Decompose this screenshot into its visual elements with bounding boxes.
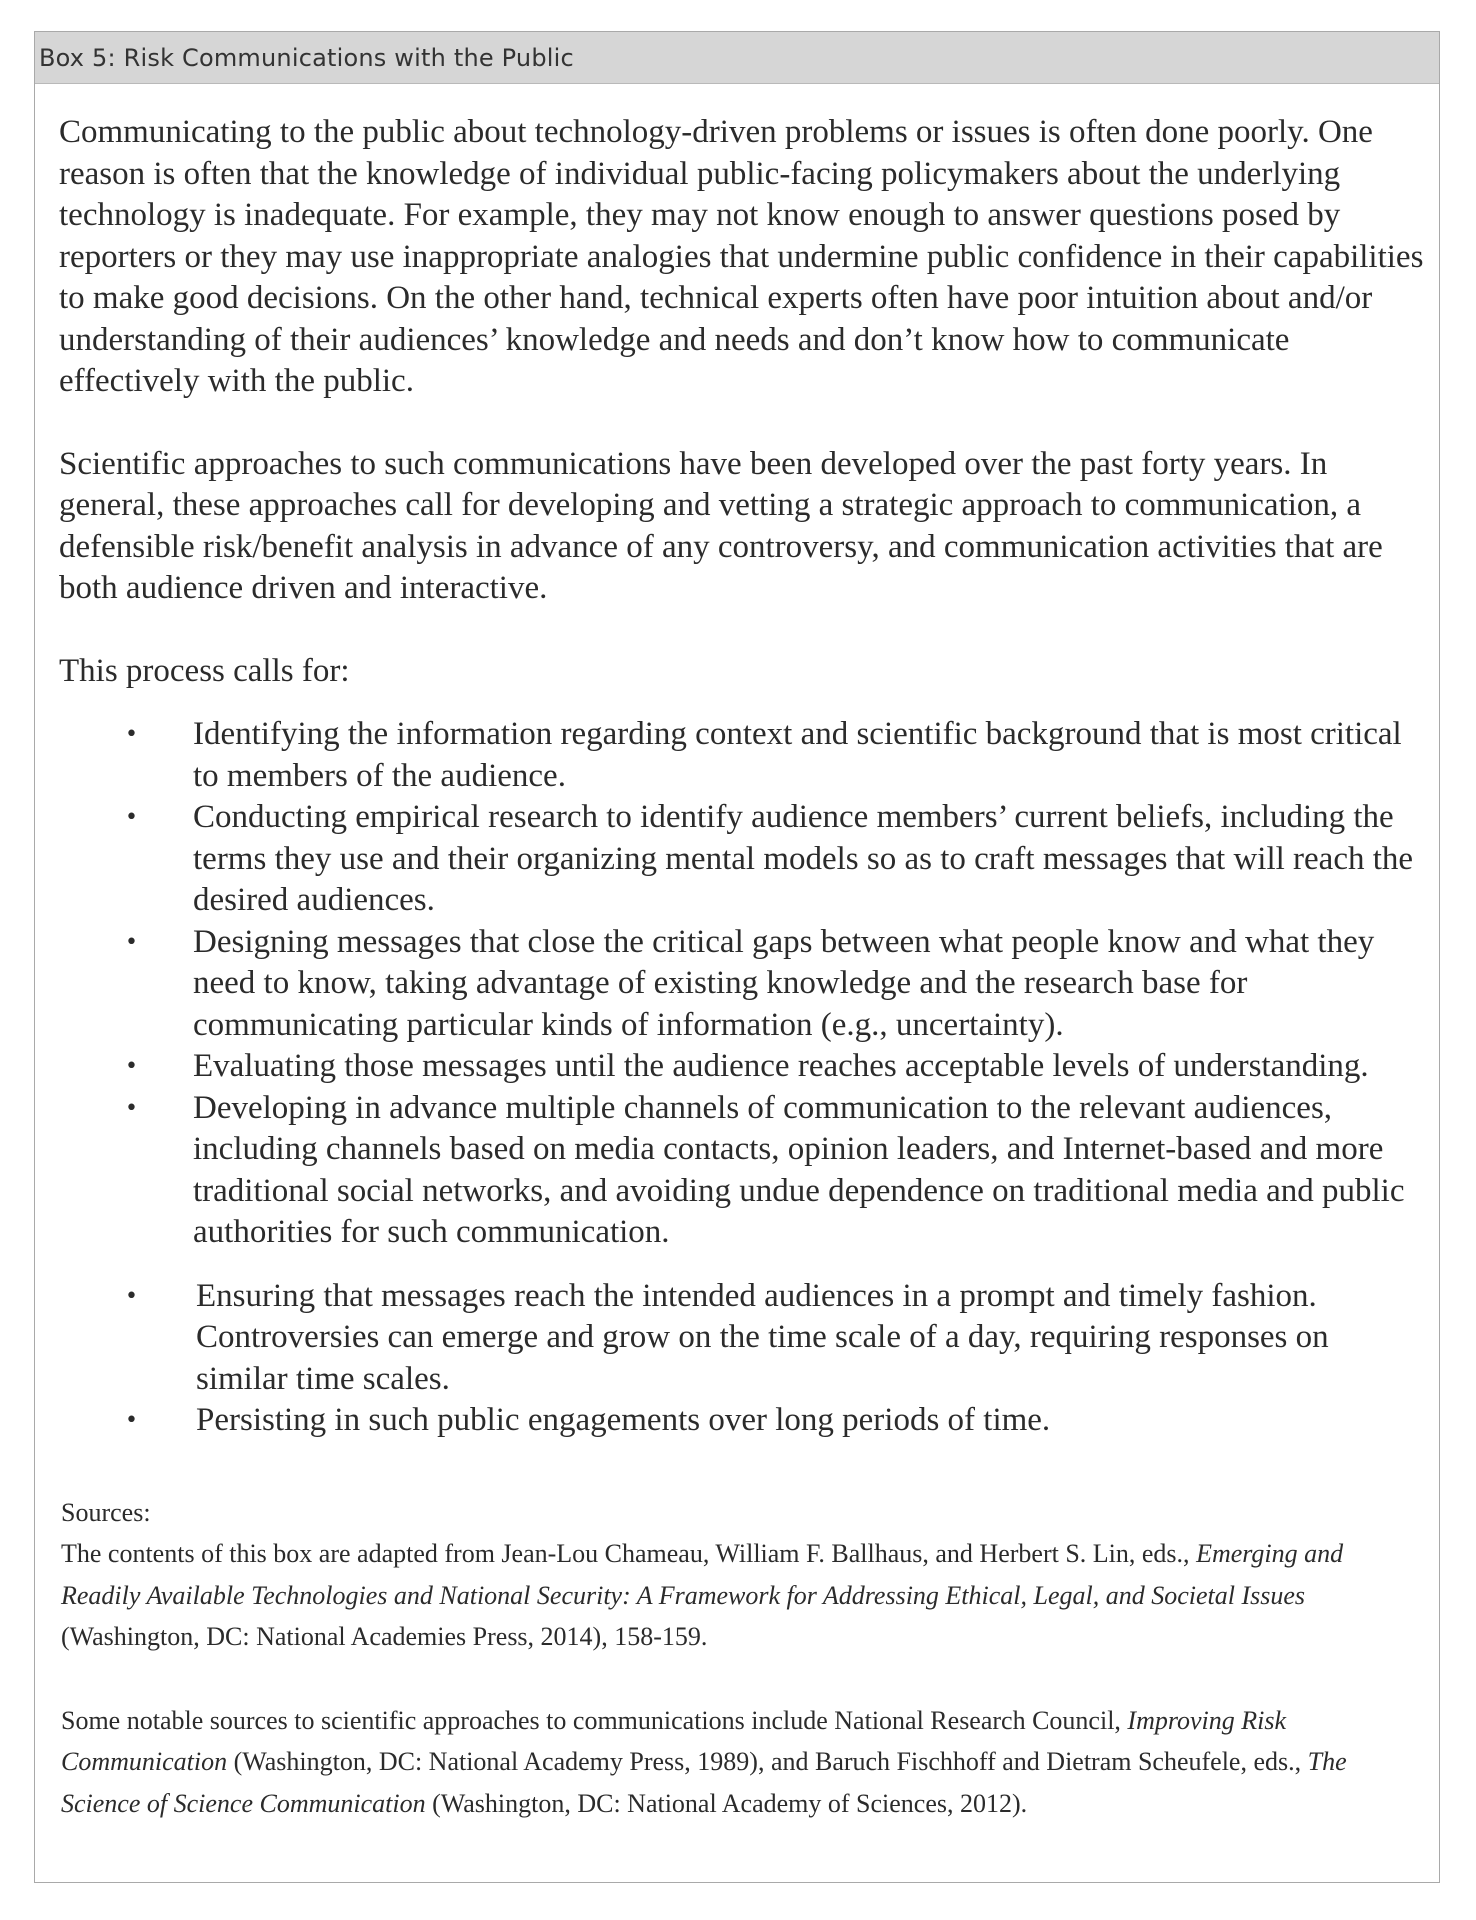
- source1-intro: The contents of this box are adapted from Jean-Lou Chameau, William F. Ballhaus, and Herbert S. Lin, eds.,: [61, 1539, 1197, 1568]
- sources-section: [59, 1492, 1424, 1825]
- bullet-icon: •: [125, 929, 138, 955]
- source2-rest: (Washington, DC: National Academy of Sciences, 2012).: [425, 1788, 1028, 1818]
- source-citation-1: [61, 1533, 1424, 1658]
- list-item: [59, 1276, 1424, 1401]
- list-item: [59, 1046, 1424, 1088]
- list-item: [59, 797, 1424, 922]
- source2-mid: (Washington, DC: National Academy Press, 1989), and Baruch Fischhoff and Dietram Scheufele, eds.,: [227, 1747, 1308, 1776]
- list-item: [59, 1088, 1424, 1254]
- box-title: Box 5: Risk Communications with the Public: [35, 32, 1439, 84]
- list-item-text: Evaluating those messages until the audience reaches acceptable levels of understanding.: [193, 1048, 1369, 1084]
- bullet-icon: •: [125, 1054, 138, 1079]
- process-bullet-list: [59, 714, 1424, 1254]
- bullet-icon: •: [125, 1095, 138, 1121]
- bullet-icon: •: [125, 805, 138, 830]
- source1-title: Emerging and Readily Available Technologies and National Security: A Framework for Addressing Ethical, Legal, and Societal Issues: [61, 1539, 1344, 1610]
- paragraph-intro: Communicating to the public about technology-driven problems or issues is often done poorly. One reason is often that the knowledge of individual public-facing policymakers about the underlying technology is inadequate. For example, they may not know enough to answer questions posed by reporters or they may use inappropriate analogies that undermine public confidence in their capabilities to make good decisions. On the other hand, technical experts often have poor intuition about and/or understanding of their audiences’ knowledge and needs and don’t know how to communicate effectively with the public.: [59, 114, 1424, 399]
- source-citation-2: [61, 1700, 1424, 1825]
- list-item-text: Ensuring that messages reach the intended audiences in a prompt and timely fashion. Controversies can emerge and grow on the time scale of a day, requiring responses on similar time scales.: [196, 1277, 1329, 1397]
- sources-heading: Sources:: [61, 1497, 151, 1527]
- bullet-icon: •: [125, 1283, 138, 1309]
- list-item-text: Identifying the information regarding context and scientific background that is most critical to members of the audience.: [193, 716, 1402, 794]
- list-item: [59, 922, 1424, 1047]
- paragraph-scientific-approaches: Scientific approaches to such communications have been developed over the past forty years. In general, these approaches call for developing and vetting a strategic approach to communication, a defensible risk/benefit analysis in advance of any controversy, and communication activities that are both audience driven and interactive.: [59, 445, 1383, 606]
- paragraph-process-lead: This process calls for:: [59, 652, 350, 689]
- source2-title2: The Science of Science Communication: [61, 1747, 1347, 1818]
- bullet-icon: •: [125, 1408, 138, 1433]
- source2-title1: Improving Risk Communication: [61, 1705, 1287, 1776]
- list-item-text: Developing in advance multiple channels of communication to the relevant audiences, including channels based on media contacts, opinion leaders, and Internet-based and more traditional social networks, and avoiding undue dependence on traditional media and public authorities for such communication.: [193, 1089, 1405, 1250]
- list-item-text: Conducting empirical research to identify audience members’ current beliefs, including the terms they use and their organizing mental models so as to craft messages that will reach the desired audiences.: [193, 799, 1414, 918]
- box-content: [59, 112, 1424, 1824]
- process-bullet-list-continued: [59, 1276, 1424, 1442]
- bullet-icon: •: [125, 722, 138, 747]
- list-item: [59, 714, 1424, 797]
- source1-rest: (Washington, DC: National Academies Press, 2014), 158-159.: [61, 1622, 708, 1651]
- list-item-text: Designing messages that close the critical gaps between what people know and what they need to know, taking advantage of existing knowledge and the research base for communicating particular kinds of information (e.g., uncertainty).: [193, 923, 1375, 1043]
- list-item: [59, 1400, 1424, 1442]
- risk-communications-box: [34, 31, 1440, 1883]
- list-item-text: Persisting in such public engagements over long periods of time.: [196, 1402, 1051, 1438]
- source2-intro: Some notable sources to scientific approaches to communications include National Research Council,: [61, 1705, 1128, 1735]
